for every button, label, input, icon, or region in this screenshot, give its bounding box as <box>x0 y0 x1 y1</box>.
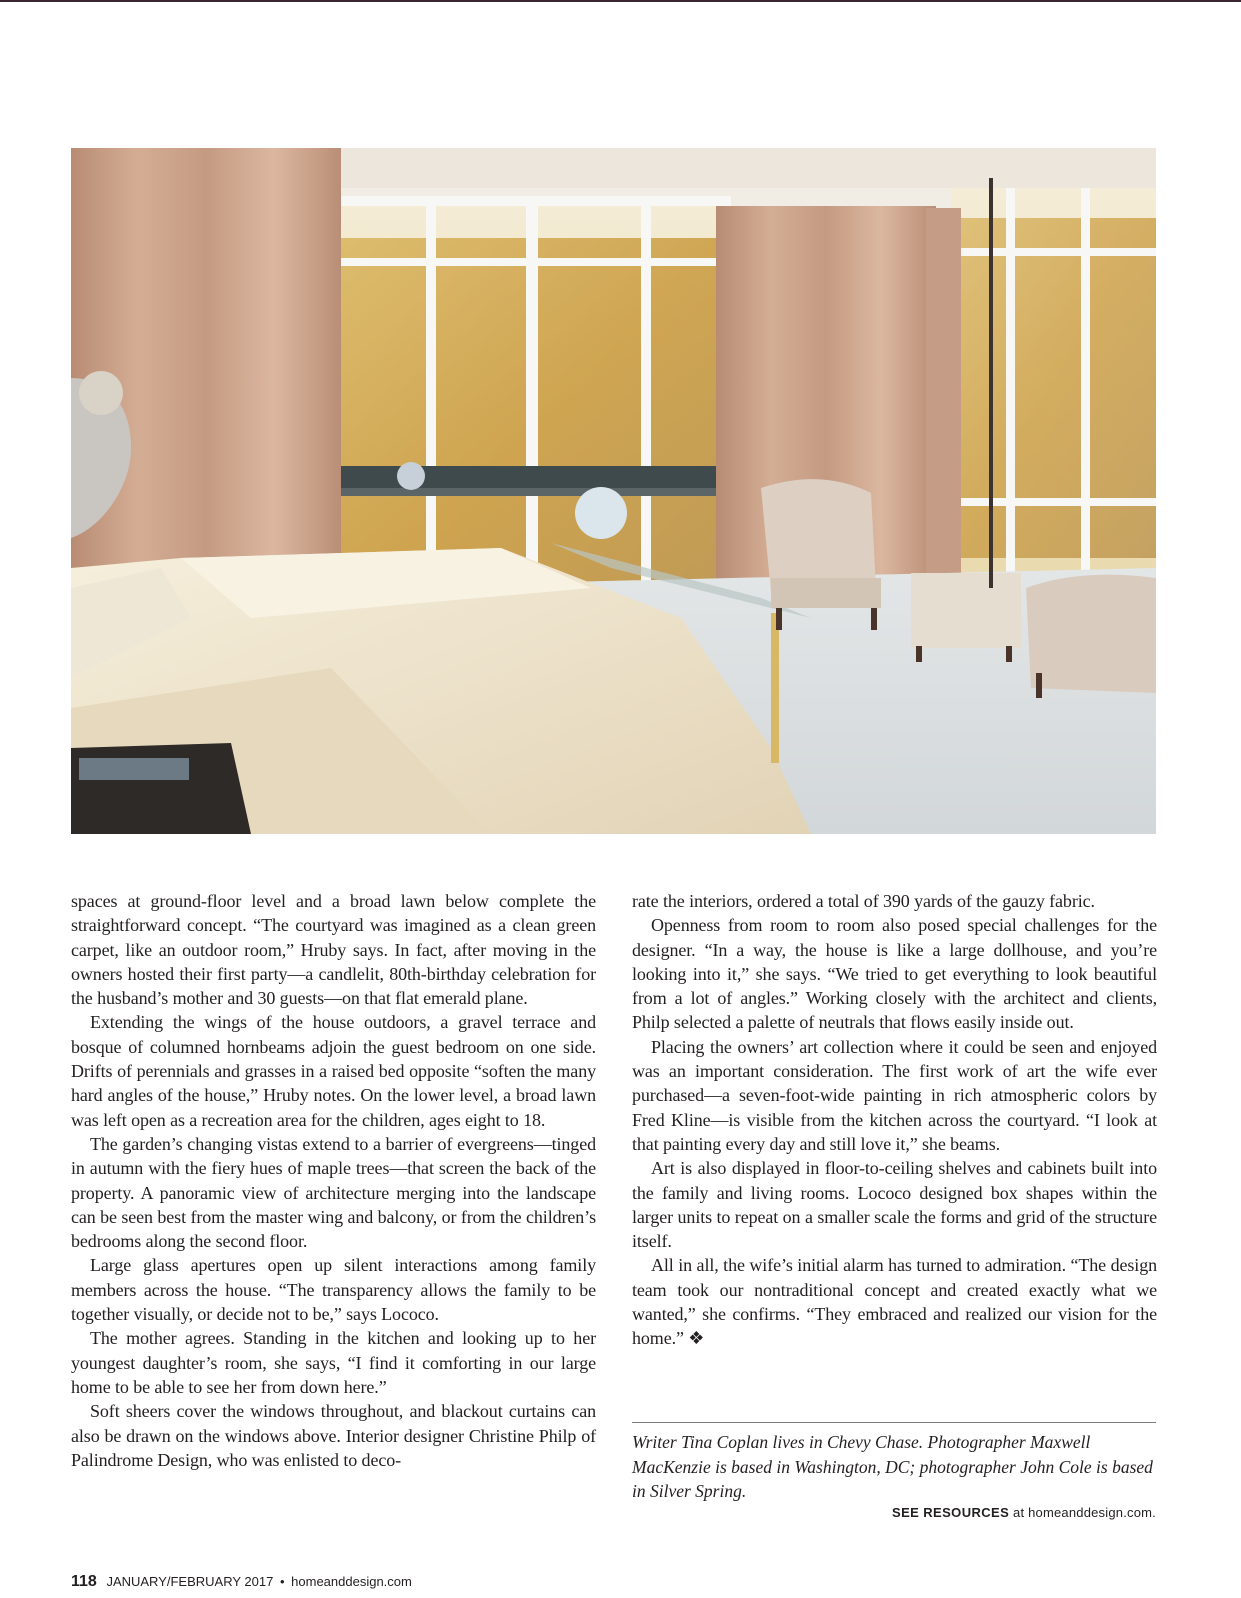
top-border <box>0 0 1241 2</box>
article-column-right <box>632 889 1157 1351</box>
resources-note <box>892 1505 1156 1520</box>
author-credit: Writer Tina Coplan lives in Chevy Chase. Photographer Maxwell MacKenzie is based in Washington, DC; photographer John Cole is based in Silver Spring. <box>632 1432 1153 1501</box>
paragraph: The mother agrees. Standing in the kitchen and looking up to her youngest daughter’s room, she says, “I find it comforting in our large home to be able to see her from down here.” <box>71 1328 596 1397</box>
paragraph: Art is also displayed in floor-to-ceiling shelves and cabinets built into the family and living rooms. Lococo designed box shapes within the larger units to repeat on a smaller scale the forms and grid of the structure itself. <box>632 1158 1157 1252</box>
paragraph: spaces at ground-floor level and a broad lawn below complete the straightforward concept. “The courtyard was imagined as a clean green carpet, like an outdoor room,” Hruby says. In fact, after moving in the owners hosted their first party—a candlelit, 80th-birthday celebration for the husband’s mother and 30 guests—on that flat emerald plane. <box>71 891 596 1009</box>
paragraph: Placing the owners’ art collection where it could be seen and enjoyed was an important consideration. The first work of art the wife ever purchased—a seven-foot-wide painting in rich atmospheric colors by Fred Kline—is visible from the kitchen across the courtyard. “I look at that painting every day and still love it,” she beams. <box>632 1036 1157 1154</box>
paragraph: Soft sheers cover the windows throughout, and blackout curtains can also be drawn on the windows above. Interior designer Christine Philp of Palindrome Design, who was enlisted to deco- <box>71 1401 596 1470</box>
bedroom-illustration <box>71 148 1156 834</box>
issue-date: JANUARY/FEBRUARY 2017 <box>106 1574 274 1589</box>
bedroom-photo <box>71 148 1156 834</box>
article-column-left <box>71 889 596 1472</box>
footer-site[interactable]: homeanddesign.com <box>291 1574 412 1589</box>
footer-separator: • <box>279 1574 285 1589</box>
page-number: 118 <box>71 1573 97 1590</box>
paragraph: Large glass apertures open up silent interactions among family members across the house. “The transparency allows the family to be together visually, or decide not to be,” says Lococo. <box>71 1255 596 1325</box>
page-footer <box>71 1573 412 1591</box>
resources-label: SEE RESOURCES <box>892 1505 1010 1520</box>
resources-link[interactable]: at homeanddesign.com. <box>1013 1505 1156 1520</box>
paragraph: The garden’s changing vistas extend to a barrier of evergreens—tinged in autumn with the fiery hues of maple trees—that screen the back of the property. A panoramic view of architecture merging into the landscape can be seen best from the master wing and balcony, or from the children’s bedrooms along the second floor. <box>71 1133 596 1252</box>
paragraph: Openness from room to room also posed special challenges for the designer. “In a way, the house is like a large dollhouse, and you’re looking into it,” she says. “We tried to get everything to look beautiful from a lot of angles.” Working closely with the architect and clients, Philp selected a palette of neutrals that flows easily inside out. <box>632 915 1157 1033</box>
paragraph: Extending the wings of the house outdoors, a gravel terrace and bosque of columned hornbeams adjoin the guest bedroom on one side. Drifts of perennials and grasses in a raised bed opposite “soften the many hard angles of the house,” Hruby notes. On the lower level, a broad lawn was left open as a recreation area for the children, ages eight to 18. <box>71 1012 596 1130</box>
paragraph: rate the interiors, ordered a total of 390 yards of the gauzy fabric. <box>632 891 1095 911</box>
paragraph: All in all, the wife’s initial alarm has turned to admiration. “The design team took our nontraditional concept and created exactly what we wanted,” she confirms. “They embraced and realized our vision for the home.” ❖ <box>632 1255 1157 1349</box>
credit-divider <box>632 1422 1156 1423</box>
